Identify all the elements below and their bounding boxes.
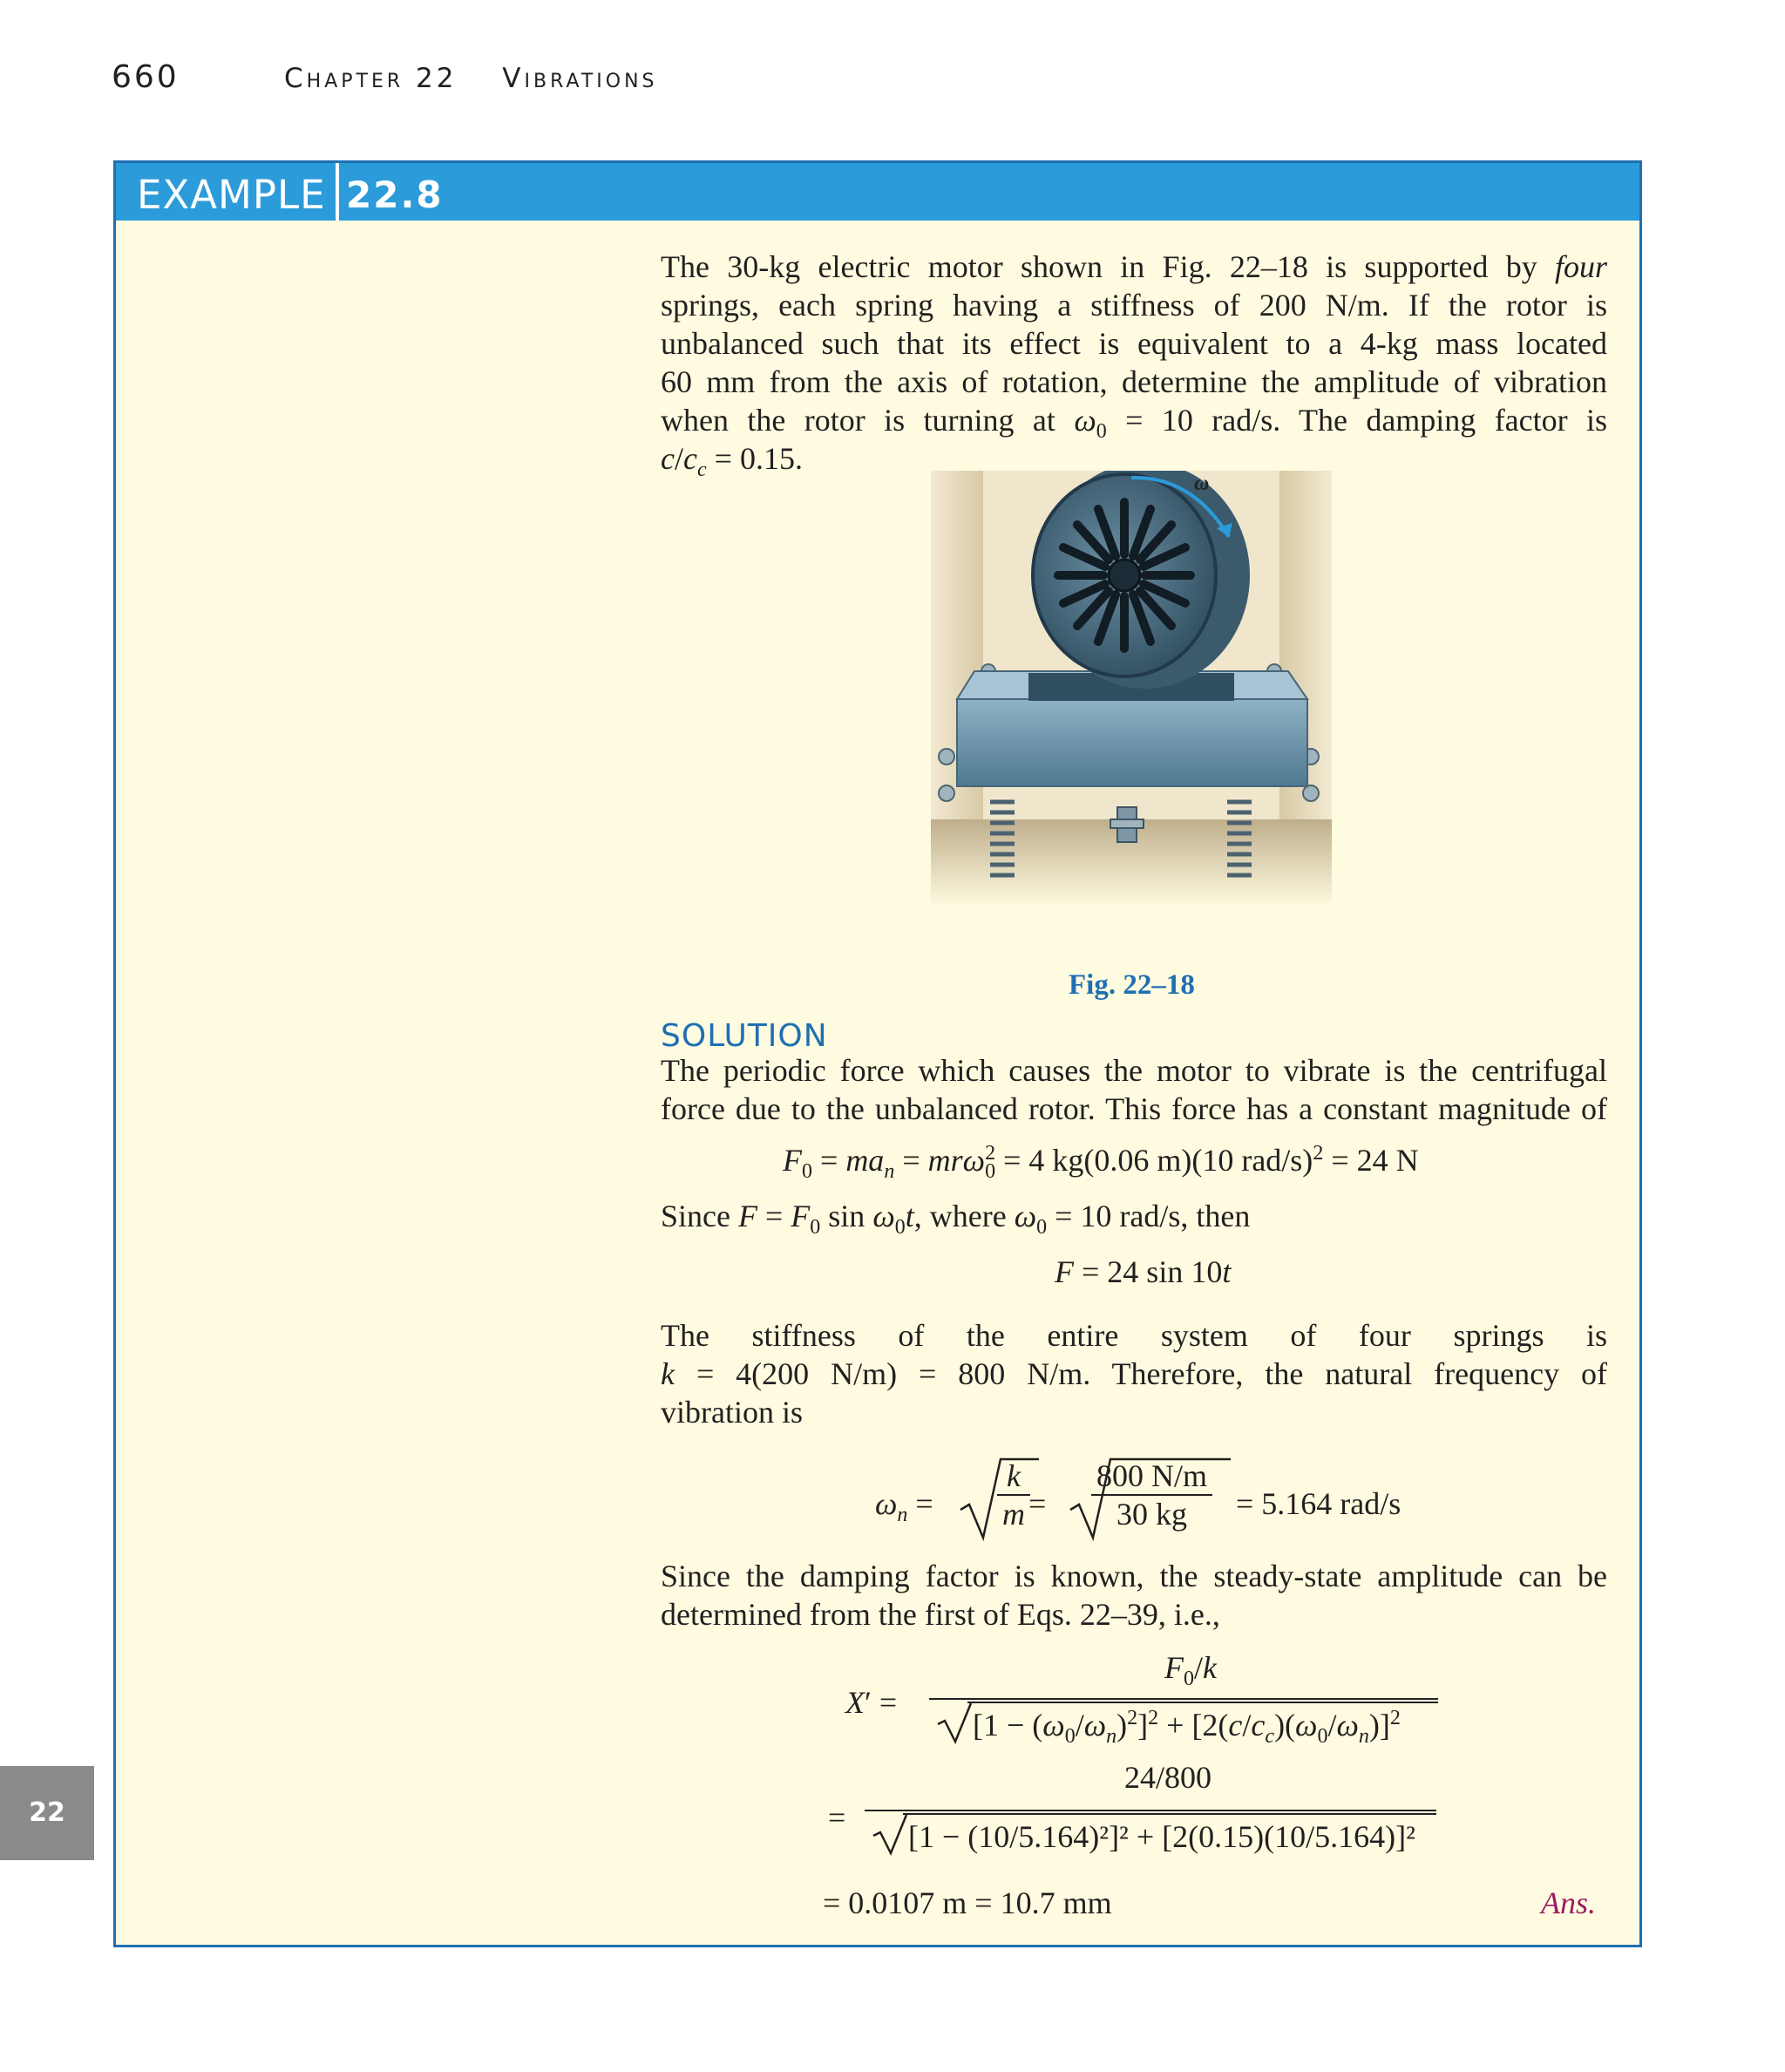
- problem-line: unbalanced such that its effect is equivalent to a 4-kg mass located: [661, 326, 1607, 361]
- since-line: Since $F = F_0$ $\sin \omega_0t$, where $\omega_0 = 10$ rad/s, then: [661, 1199, 1251, 1240]
- figure-caption: Fig. 22–18: [1069, 969, 1195, 1001]
- problem-line: $c/c_c = 0.15$.: [661, 441, 803, 482]
- rotor-hub: [1109, 560, 1140, 591]
- problem-line: 60 mm from the axis of rotation, determine the amplitude of vibration: [661, 364, 1607, 399]
- text-line: The stiffness of the entire system of four springs is: [661, 1318, 1607, 1353]
- text-line: The periodic force which causes the motor to vibrate is the centrifugal: [661, 1053, 1607, 1088]
- fraction-k-over-m: $\frac{k}{m}$: [997, 1457, 1030, 1532]
- equation-result: = 0.0107 m = 10.7 mm: [823, 1885, 1112, 1920]
- text-line: k = 4(200 N/m) = 800 N/m. Therefore, the natural frequency of: [661, 1356, 1608, 1391]
- solution-paragraph-1: [661, 1051, 1607, 1128]
- omega-label: ω: [1194, 472, 1210, 495]
- problem-line: when the rotor is turning at $\omega_0 = 10$ rad/s. The damping factor is: [661, 403, 1608, 444]
- chapter-name: Vibrations: [502, 63, 658, 94]
- example-number: 22.8: [346, 173, 444, 216]
- equation-amplitude: X′ = $F_0/k$ $[1 - (\omega_0/\omega_n)^2]^2 + [2(c/c_c)(\omega_0/\omega_n)]^2$: [845, 1649, 1473, 1754]
- example-banner: [116, 163, 1639, 221]
- example-divider: [336, 163, 339, 221]
- solution-heading: SOLUTION: [661, 1018, 828, 1054]
- radical-sign: [872, 1813, 910, 1857]
- equation-forcing: F = 24 sin 10t: [1055, 1254, 1232, 1289]
- problem-line: The 30-kg electric motor shown in Fig. 22–18 is supported by four: [661, 249, 1607, 284]
- page-number: 660: [112, 59, 180, 95]
- motor-figure: [931, 471, 1332, 907]
- text-line: force due to the unbalanced rotor. This force has a constant magnitude of: [661, 1091, 1607, 1126]
- chapter-label: Chapter 22: [284, 63, 458, 94]
- problem-statement: [661, 248, 1608, 482]
- text-line: vibration is: [661, 1395, 803, 1430]
- example-word: EXAMPLE: [137, 172, 326, 218]
- fraction-values: $\frac{800 N/m}{30 kg}$: [1091, 1457, 1212, 1532]
- answer-label: Ans.: [1541, 1885, 1596, 1920]
- equation-amplitude-values: = 24/800 [1 − (10/5.164)²]² + [2(0.15)(10/5.164)]²: [828, 1759, 1482, 1864]
- chapter-side-tab: 22: [0, 1766, 94, 1860]
- equation-force: $F_0 = ma_n = mr\omega^2_0 = 4$ kg(0.06 m)(10 rad/s)$^2$ = 24 N: [783, 1142, 1419, 1184]
- solution-paragraph-3: [661, 1557, 1607, 1634]
- text-line: Since the damping factor is known, the steady-state amplitude can be: [661, 1559, 1607, 1593]
- radical-sign: [936, 1702, 974, 1745]
- base-plate: [957, 699, 1307, 786]
- solution-paragraph-2: [661, 1316, 1607, 1431]
- problem-line: springs, each spring having a stiffness of 200 N/m. If the rotor is: [661, 288, 1607, 323]
- text-line: determined from the first of Eqs. 22–39, i.e.,: [661, 1597, 1220, 1632]
- chapter-title: [284, 63, 658, 94]
